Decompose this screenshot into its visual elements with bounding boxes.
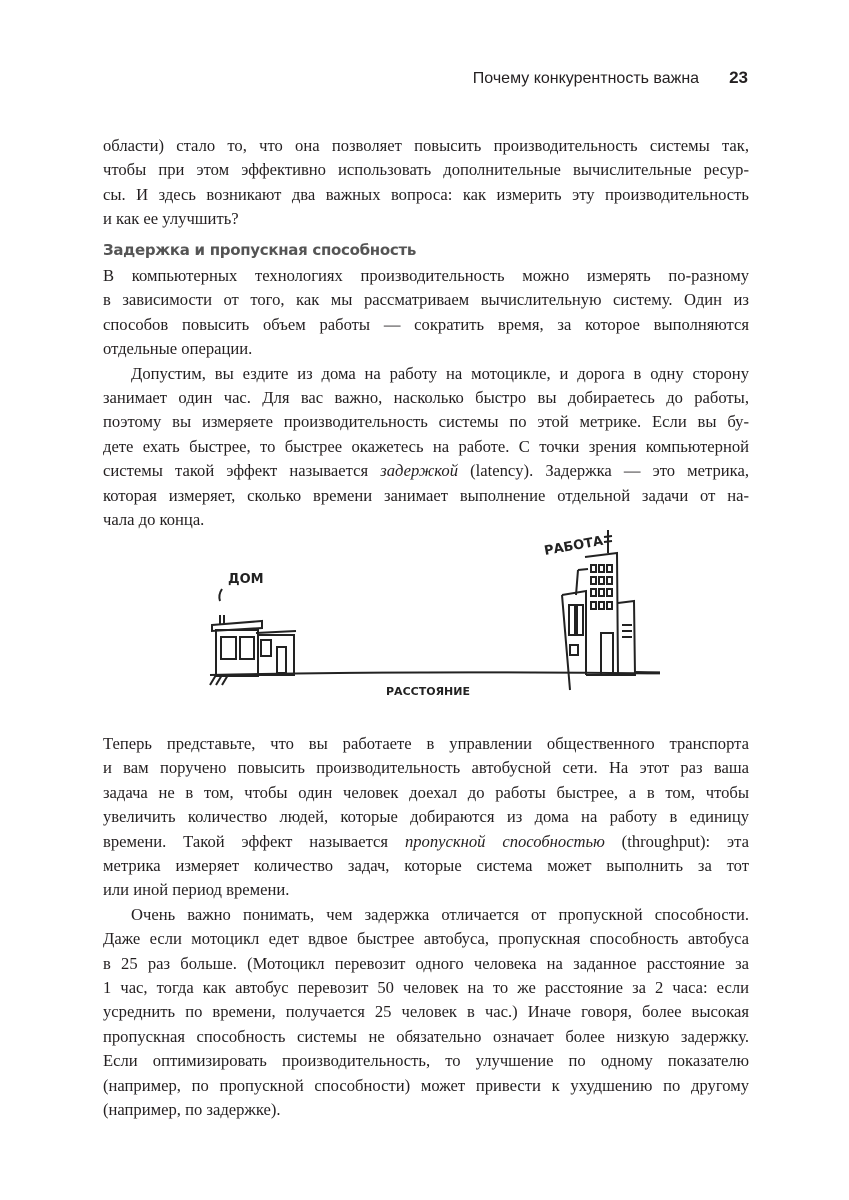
text-segment: усреднить по времени, получается 25 человек в час.) Иначе говоря, более высокая <box>103 1002 749 1022</box>
house-icon <box>210 589 296 685</box>
paragraph-latency <box>103 362 749 533</box>
text-line <box>103 952 749 976</box>
text-segment: Даже если мотоцикл едет вдвое быстрее автобуса, пропускная способность автобуса <box>103 929 749 949</box>
text-segment: отдельные операции. <box>103 339 253 359</box>
text-segment: чала до конца. <box>103 510 205 530</box>
text-line <box>103 288 749 312</box>
text-line <box>103 732 749 756</box>
text-segment: пропускная способность системы не обязательно означает более низкую задержку. <box>103 1026 749 1046</box>
text-line <box>103 134 749 158</box>
text-segment: Если оптимизировать производительность, то улучшение по одному показателю <box>103 1051 749 1071</box>
text-line <box>103 459 749 483</box>
text-segment: увеличить количество людей, которые добираются из дома на работу в единицу <box>103 807 749 827</box>
text-line <box>103 927 749 951</box>
text-segment: (например, по задержке). <box>103 1100 281 1120</box>
text-line <box>103 158 749 182</box>
text-line <box>103 756 749 780</box>
text-segment: области) стало то, что она позволяет повысить производительность системы так, <box>103 136 749 155</box>
text-line <box>103 1098 749 1122</box>
text-line <box>103 781 749 805</box>
running-header <box>473 68 748 88</box>
text-segment: и вам поручено повысить производительность автобусной сети. На этот раз ваша <box>103 758 749 778</box>
text-segment: в зависимости от того, как мы рассматриваем вычислительную систему. Один из <box>103 290 749 310</box>
label-home: ДОМ <box>228 572 264 587</box>
text-line <box>103 878 749 902</box>
text-segment: способов повысить объем работы — сократить время, за которое выполняются <box>103 314 749 334</box>
text-segment: (latency). Задержка — это метрика, <box>458 461 749 481</box>
text-segment: задача не в том, чтобы один человек доехал до работы быстрее, а в том, чтобы <box>103 782 749 802</box>
paragraph-comparison <box>103 903 749 1123</box>
text-line <box>103 313 749 337</box>
text-line <box>103 1049 749 1073</box>
text-segment: В компьютерных технологиях производительность можно измерять по-разному <box>103 266 749 285</box>
text-segment: системы такой эффект называется <box>103 461 381 481</box>
text-line <box>103 484 749 508</box>
text-segment: в 25 раз больше. (Мотоцикл перевозит одного человека на заданное расстояние за <box>103 953 749 973</box>
text-segment: или иной период времени. <box>103 880 290 900</box>
text-line <box>103 207 749 231</box>
label-distance: РАССТОЯНИЕ <box>386 685 470 698</box>
text-line <box>103 1025 749 1049</box>
text-segment: занимает один час. Для вас важно, насколько быстро вы добираетесь до работы, <box>103 388 749 407</box>
page-number: 23 <box>729 68 748 87</box>
text-line <box>103 1000 749 1024</box>
text-line <box>103 264 749 288</box>
text-line <box>103 1074 749 1098</box>
text-segment: Теперь представьте, что вы работаете в управлении общественного транспорта <box>103 734 749 753</box>
text-segment: поэтому вы измеряете производительность системы по этой метрике. Если вы бу- <box>103 412 749 432</box>
latency-illustration <box>190 525 660 705</box>
text-line <box>103 386 749 410</box>
italic-term: пропускной способностью <box>404 831 605 851</box>
italic-term: задержкой <box>380 461 458 481</box>
text-line <box>103 362 749 386</box>
paragraph-performance <box>103 264 749 362</box>
text-segment: чтобы при этом эффективно использовать дополнительные вычислительные ресур- <box>103 160 749 180</box>
text-segment: метрика измеряет количество задач, которые система может выполнить за тот <box>103 856 749 876</box>
text-segment: времени. Такой эффект называется <box>103 831 405 851</box>
paragraph-throughput <box>103 732 749 903</box>
text-line <box>103 903 749 927</box>
text-line <box>103 830 749 854</box>
text-segment: (throughput): эта <box>604 831 749 851</box>
section-heading: Задержка и пропускная способность <box>103 241 417 259</box>
text-segment: (например, по пропускной способности) может привести к ухудшению по другому <box>103 1075 749 1095</box>
label-work: РАБОТА <box>543 533 605 559</box>
text-line <box>103 410 749 434</box>
text-segment: Допустим, вы ездите из дома на работу на мотоцикле, и дорога в одну сторону <box>131 363 749 383</box>
text-segment: дете ехать быстрее, то быстрее окажетесь на работе. С точки зрения компьютерной <box>103 436 749 456</box>
text-segment: и как ее улучшить? <box>103 209 239 229</box>
text-segment: сы. И здесь возникают два важных вопроса: как измерить эту производительность <box>103 184 749 204</box>
paragraph-intro <box>103 134 749 232</box>
running-title: Почему конкурентность важна <box>472 70 700 87</box>
text-segment: Очень важно понимать, чем задержка отличается от пропускной способности. <box>131 904 749 924</box>
text-line <box>103 805 749 829</box>
text-line <box>103 337 749 361</box>
text-line <box>103 435 749 459</box>
text-segment: которая измеряет, сколько времени занимает выполнение отдельной задачи от на- <box>103 485 749 505</box>
text-line <box>103 183 749 207</box>
text-line <box>103 854 749 878</box>
text-line <box>103 976 749 1000</box>
text-segment: 1 час, тогда как автобус перевозит 50 человек на то же расстояние за 2 часа: если <box>103 978 749 998</box>
